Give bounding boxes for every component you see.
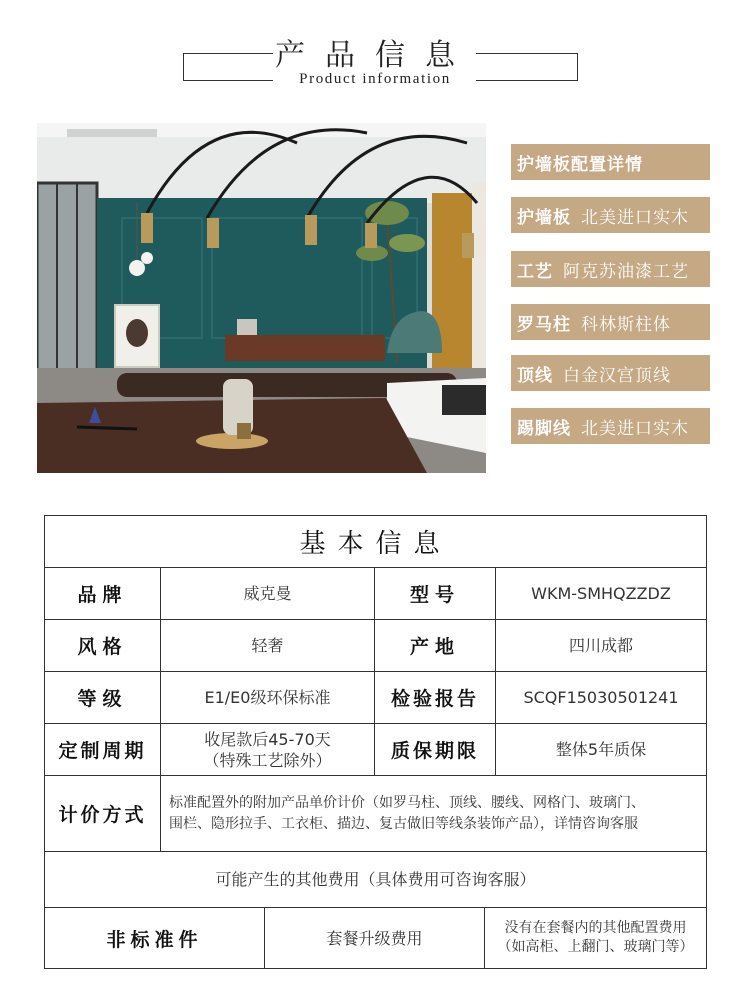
header-bracket-left [183,53,273,81]
label-model: 型号 [409,584,460,606]
table-row [161,724,375,776]
value-model: WKM-SMHQZZDZ [531,584,671,603]
table-row [45,908,265,968]
label-origin: 产地 [409,636,460,658]
tag-value: 阿克苏油漆工艺 [563,261,689,282]
tag-value: 北美进口实木 [581,418,689,439]
table-row [375,568,496,620]
table-row [161,568,375,620]
value-upgrade-fee: 套餐升级费用 [326,928,423,948]
tag-key: 护墙板 [517,207,571,228]
label-style: 风格 [77,636,128,658]
tag-crown-molding [511,355,710,391]
value-lead-time: 收尾款后45-70天 [204,729,331,749]
section-title: 产品信息 [275,38,475,73]
table-row [496,724,706,776]
tag-value: 北美进口实木 [581,207,689,228]
tag-key: 顶线 [517,365,553,386]
table-row [375,620,496,672]
label-brand: 品牌 [77,584,128,606]
table-title: 基本信息 [299,529,452,559]
section-subtitle: Product information [299,71,451,87]
basic-info-table [44,515,707,969]
tag-wainscot-config [511,144,710,180]
table-row [375,672,496,724]
value-brand: 威克曼 [243,584,292,603]
section-header [0,0,750,110]
table-row [161,776,706,852]
tag-key: 工艺 [517,261,553,282]
tag-baseboard [511,408,710,444]
tag-key: 踢脚线 [517,418,571,439]
table-row [45,568,161,620]
value-grade: E1/E0级环保标准 [204,688,331,707]
table-title-cell [45,516,706,568]
other-fees-text: 可能产生的其他费用（具体费用可咨询客服） [215,870,536,889]
table-row [161,672,375,724]
label-non-standard: 非标准件 [106,928,203,951]
label-warranty: 质保期限 [390,740,479,762]
pricing-text-line1: 标准配置外的附加产品单价计价（如罗马柱、顶线、腰线、网格门、玻璃门、 [169,794,645,811]
tag-value: 白金汉宫顶线 [563,365,671,386]
table-row [496,620,706,672]
label-pricing: 计价方式 [58,804,147,826]
label-inspection: 检验报告 [390,688,479,710]
table-row [45,776,161,852]
table-row [265,908,485,968]
value-other-config-line1: 没有在套餐内的其他配置费用 [504,920,687,936]
value-other-config-line2: （如高柜、上翻门、玻璃门等） [497,939,694,955]
table-row [45,620,161,672]
table-row [375,724,496,776]
value-inspection: SCQF15030501241 [523,688,679,707]
label-grade: 等级 [77,688,128,710]
tag-key: 罗马柱 [517,314,571,335]
table-row [45,724,161,776]
label-lead-time: 定制周期 [58,740,147,762]
value-lead-time-note: （特殊工艺除外） [203,750,332,770]
tag-value: 科林斯柱体 [581,314,671,335]
tag-key: 护墙板配置详情 [517,154,643,175]
table-row [496,672,706,724]
header-bracket-right [476,53,578,81]
table-row [161,620,375,672]
table-row [496,568,706,620]
tag-craft [511,251,710,287]
tag-roman-column [511,304,710,340]
table-row [485,908,706,968]
pricing-text-line2: 围栏、隐形拉手、工衣柜、描边、复古做旧等线条装饰产品），详情咨询客服 [169,815,638,832]
interior-photo [37,123,486,473]
value-warranty: 整体5年质保 [555,740,647,759]
value-origin: 四川成都 [568,636,633,655]
tag-wainscot [511,197,710,233]
table-row [45,852,706,908]
table-row [45,672,161,724]
value-style: 轻奢 [251,636,284,655]
